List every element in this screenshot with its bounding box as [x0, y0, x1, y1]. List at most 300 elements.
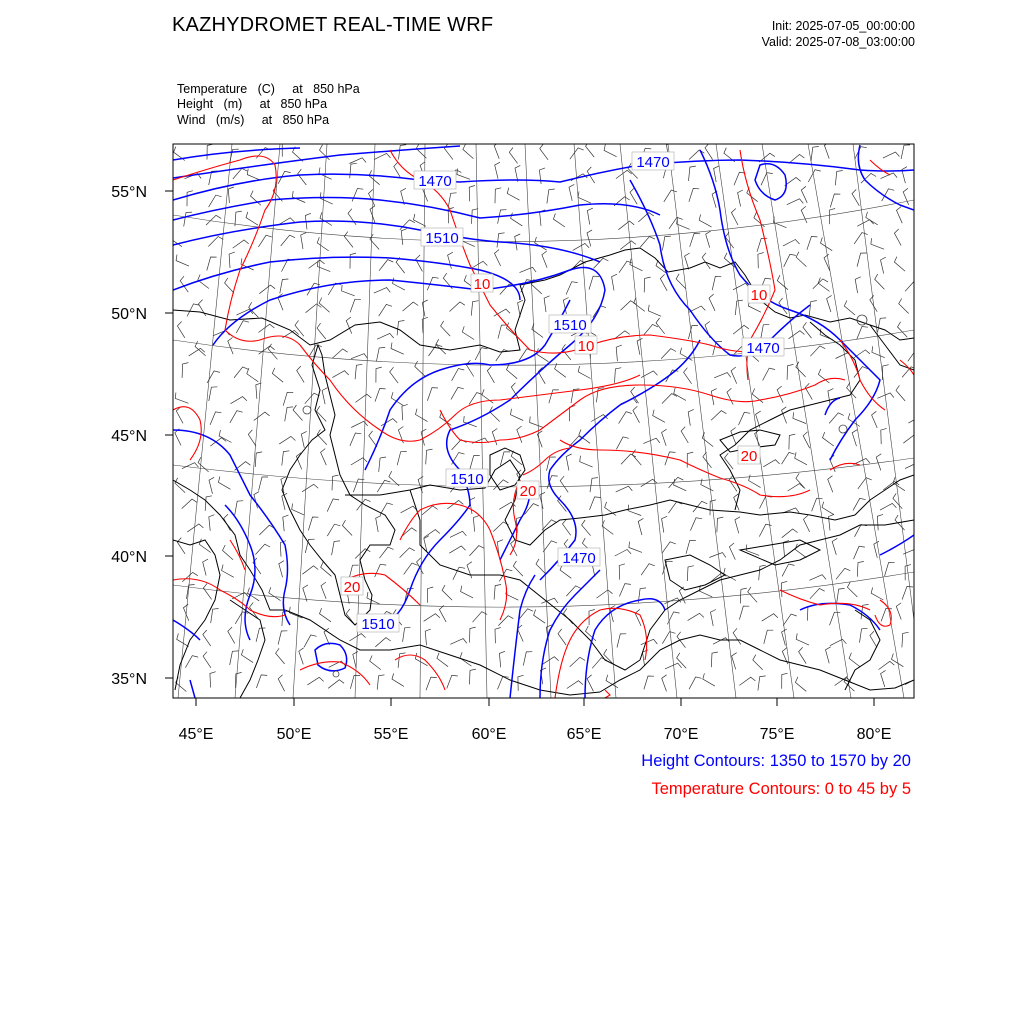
wind-barb [905, 281, 920, 291]
wind-barb [422, 300, 427, 316]
wind-barb [896, 603, 901, 620]
wind-barb [733, 628, 741, 644]
wind-barb [787, 199, 804, 205]
wind-barb [425, 629, 431, 645]
wind-barb [727, 388, 733, 404]
wind-barb [523, 652, 532, 666]
wind-barb [218, 477, 230, 490]
wind-barb [391, 343, 404, 355]
wind-barb [827, 295, 832, 312]
wind-barb [369, 189, 375, 206]
wind-barb [662, 542, 676, 553]
wind-barb [225, 278, 235, 293]
wind-barb [616, 345, 622, 361]
wind-barb [391, 392, 403, 405]
wind-barb [795, 544, 806, 558]
wind-barb [621, 301, 636, 311]
valid-time: Valid: 2025-07-08_03:00:00 [761, 35, 915, 49]
wind-barb [738, 190, 743, 206]
svg-text:10: 10 [473, 276, 491, 293]
wind-barb [881, 670, 886, 687]
wind-barb [619, 584, 631, 597]
wind-barb [582, 520, 591, 536]
wind-barb [763, 368, 775, 380]
wind-barb [903, 188, 909, 205]
wind-barb [739, 606, 749, 620]
wind-barb [876, 454, 881, 471]
wind-barb [450, 639, 467, 645]
wind-barb [580, 456, 593, 467]
wind-barb [711, 610, 716, 626]
wind-barb [448, 208, 454, 224]
wind-barb [549, 390, 559, 403]
temperature-label [341, 577, 363, 596]
wind-barb [376, 348, 385, 362]
wind-barb [706, 231, 711, 248]
wind-barb [796, 473, 805, 488]
wind-barb [280, 279, 289, 293]
wind-barb [662, 675, 667, 692]
wind-barb [462, 235, 475, 247]
wind-barb [908, 350, 922, 361]
wind-barb [230, 411, 243, 423]
wind-barb [507, 188, 519, 201]
wind-barb [684, 368, 692, 384]
height-label [446, 469, 488, 488]
lat-label-45: 45°N [111, 428, 147, 445]
wind-barb [255, 452, 262, 467]
wind-barb [470, 456, 480, 470]
wind-barb [782, 452, 795, 464]
wind-barb [279, 436, 295, 444]
wind-barb [403, 302, 419, 311]
wind-barb [281, 235, 295, 246]
wind-barb [699, 214, 711, 227]
wind-barb [467, 562, 472, 579]
wind-barb [826, 647, 831, 664]
wind-barb [259, 525, 274, 535]
wind-barb [293, 405, 302, 421]
wind-barb [233, 168, 248, 179]
field-label-wind: Wind (m/s) at 850 hPa [177, 113, 330, 127]
wind-barb [375, 638, 391, 647]
wind-barb [346, 317, 352, 334]
wind-barb [189, 348, 205, 356]
wind-barb [332, 541, 340, 555]
wind-barb [702, 432, 713, 446]
wind-barb [714, 373, 731, 378]
temperature-contours [173, 150, 914, 698]
wind-barb [578, 191, 591, 203]
wind-barb [688, 409, 694, 425]
wind-barb [717, 517, 723, 532]
wind-barb [813, 279, 828, 289]
wind-barb [881, 428, 887, 444]
wind-barb [638, 213, 654, 222]
wind-barb [537, 431, 542, 448]
wind-barb [567, 681, 583, 689]
wind-barb [877, 514, 883, 530]
wind-barb [829, 514, 835, 530]
wind-barb [689, 677, 701, 689]
wind-barb [283, 515, 289, 531]
wind-barb [248, 588, 260, 601]
wind-barb [439, 605, 446, 622]
wind-barb [676, 274, 686, 289]
wind-barb [740, 588, 747, 603]
wind-barb [544, 296, 550, 312]
wind-barb [317, 323, 326, 339]
wind-barb [857, 253, 867, 267]
wind-barb [685, 253, 690, 270]
wind-barb [789, 331, 805, 339]
wind-barb [542, 251, 547, 268]
wind-barb [809, 301, 817, 316]
wind-barb [327, 499, 339, 512]
wind-barb [175, 478, 185, 493]
wind-barb [278, 675, 284, 692]
wind-barb [461, 586, 474, 598]
wind-barb [711, 411, 726, 421]
wind-barb [317, 406, 327, 421]
wind-barb [896, 385, 905, 401]
wind-barb [235, 211, 242, 226]
wind-barb [236, 321, 249, 333]
wind-barb [703, 673, 715, 686]
wind-barb [427, 587, 433, 603]
wind-barb [208, 237, 223, 247]
wind-barb [448, 193, 456, 207]
wind-barb [712, 276, 721, 290]
wind-barb [619, 564, 625, 580]
init-time: Init: 2025-07-05_00:00:00 [771, 19, 915, 33]
wind-barb [540, 492, 545, 509]
wind-barb [795, 452, 807, 465]
wind-barb [509, 148, 517, 164]
wind-barb [436, 339, 446, 354]
wind-barb [235, 501, 244, 515]
wind-barb [894, 229, 901, 246]
wind-barb [351, 354, 368, 359]
wind-barb [731, 367, 737, 384]
field-label-temperature: Temperature (C) at 850 hPa [177, 82, 360, 96]
wind-barb [709, 294, 715, 311]
wind-barb [209, 515, 215, 531]
lon-label-55: 55°E [373, 726, 409, 743]
wind-barb [403, 627, 411, 642]
wind-barb [223, 545, 234, 560]
wind-barb [591, 415, 607, 422]
wind-barb [837, 588, 845, 603]
wind-barb [185, 656, 198, 668]
wind-barb [857, 327, 868, 340]
wind-barb [855, 277, 861, 293]
wind-barb [342, 520, 352, 535]
wind-barb [905, 463, 922, 469]
wind-barb [894, 257, 905, 272]
wind-barb [513, 561, 523, 576]
wind-barb [661, 349, 676, 359]
wind-barb [898, 322, 908, 337]
wind-barb [209, 387, 218, 401]
wind-barb [379, 304, 392, 316]
wind-barb [677, 653, 687, 668]
wind-barb [711, 652, 718, 667]
temperature-label [748, 285, 770, 304]
wind-barb [543, 657, 559, 665]
wind-barb [590, 497, 601, 510]
wind-barb [499, 651, 505, 667]
svg-text:10: 10 [577, 338, 595, 355]
wind-barb [589, 276, 599, 289]
wind-barb [355, 394, 371, 402]
wind-barb [641, 564, 655, 576]
wind-barb [530, 417, 543, 428]
temperature-contour-legend: Temperature Contours: 0 to 45 by 5 [651, 780, 911, 798]
wind-barb [662, 632, 675, 644]
wind-barb [332, 475, 338, 490]
wind-barb [901, 145, 910, 159]
wind-barb [369, 170, 380, 184]
wind-barb [187, 524, 203, 532]
wind-barb [321, 582, 326, 599]
wind-barb [908, 416, 924, 423]
wind-barb [187, 304, 199, 317]
wind-barb [426, 449, 433, 464]
wind-barb [539, 168, 545, 184]
wind-barb [302, 484, 318, 492]
wind-barb [532, 324, 543, 338]
wind-barb [662, 394, 677, 404]
wind-barb [606, 675, 618, 688]
wind-barb [246, 212, 258, 225]
wind-barb [473, 516, 479, 532]
wind-barb [690, 234, 700, 247]
wind-barb [255, 544, 270, 554]
wind-barb [753, 655, 763, 670]
wind-barb [276, 648, 285, 664]
wind-barb [377, 675, 384, 690]
lat-label-40: 40°N [111, 549, 147, 566]
wind-barb [442, 585, 452, 600]
height-label [558, 548, 600, 567]
wind-barb [254, 412, 270, 420]
wind-barb [537, 348, 549, 361]
wind-barb [848, 413, 860, 426]
temperature-label [517, 481, 539, 500]
wind-barb [175, 429, 181, 446]
map-title: KAZHYDROMET REAL-TIME WRF [172, 14, 494, 36]
wind-barb [228, 627, 235, 643]
wind-barb [811, 147, 819, 162]
wind-barb [209, 477, 214, 494]
wind-barb [349, 158, 366, 164]
wind-barb [355, 364, 362, 379]
wind-barb [804, 515, 810, 532]
wind-barb [203, 583, 211, 599]
wind-barb [739, 677, 755, 685]
lat-tick-marks [165, 191, 173, 678]
wind-barb [761, 324, 770, 338]
wind-barb [782, 407, 787, 424]
wind-barb [497, 233, 505, 248]
svg-text:1470: 1470 [418, 173, 452, 190]
wind-barb [897, 207, 903, 224]
wind-barb [377, 480, 390, 492]
wind-barb [662, 429, 667, 446]
wind-barb [299, 648, 304, 665]
wind-barb [177, 538, 185, 554]
wind-barb [880, 503, 896, 510]
wind-barb [709, 553, 726, 558]
wind-barb [469, 546, 484, 556]
height-label [421, 228, 463, 247]
wind-barb [555, 363, 566, 377]
wind-barb [578, 366, 590, 379]
wind-barb [604, 145, 617, 157]
wind-barb [796, 362, 806, 377]
wind-barb [662, 236, 670, 250]
wind-barb [511, 409, 524, 421]
wind-barb [617, 634, 626, 648]
wind-barb [690, 518, 702, 531]
wind-barb [688, 613, 704, 620]
wind-barb [660, 274, 667, 290]
wind-barb [452, 369, 465, 381]
wind-barb [247, 368, 258, 382]
wind-barb [296, 453, 301, 470]
lat-label-55: 55°N [111, 184, 147, 201]
wind-barb [369, 431, 377, 447]
wind-barb [763, 460, 779, 467]
wind-barb [810, 346, 825, 356]
wind-barb [211, 609, 219, 624]
wind-barb [342, 285, 355, 296]
wind-barb [793, 412, 806, 423]
wind-barb [449, 546, 465, 553]
wind-barb [381, 419, 397, 426]
wind-barb [829, 209, 835, 225]
wind-barb [881, 257, 886, 273]
wind-barb [801, 186, 807, 203]
wind-barb [553, 214, 565, 228]
wind-barb [203, 630, 211, 646]
wind-barb [498, 616, 513, 626]
wind-barb [402, 404, 408, 420]
wind-barb [733, 325, 749, 334]
wind-barb [198, 457, 209, 472]
wind-barb [731, 209, 738, 226]
wind-barb [796, 633, 809, 645]
wind-barb [492, 429, 497, 446]
wind-barb [376, 516, 381, 532]
wind-barb [401, 528, 417, 537]
wind-barb [902, 167, 907, 184]
wind-barb [319, 298, 330, 313]
wind-barb [729, 543, 735, 560]
wind-barb [668, 502, 682, 513]
wind-barb [470, 669, 476, 684]
wind-barb [782, 673, 788, 689]
wind-barb [809, 575, 826, 581]
wind-barb [830, 194, 840, 207]
wind-barb [375, 389, 386, 402]
wind-barb [469, 186, 475, 202]
wind-barb [590, 478, 598, 493]
wind-barb [495, 250, 501, 267]
lat-label-50: 50°N [111, 306, 147, 323]
wind-barb [674, 388, 686, 401]
wind-barb [259, 285, 275, 294]
wind-barb [415, 653, 427, 666]
svg-text:1510: 1510 [450, 471, 484, 488]
lon-label-70: 70°E [663, 726, 699, 743]
wind-barb [487, 366, 494, 382]
wind-barb [272, 368, 283, 382]
wind-barb [829, 413, 844, 424]
wind-barb [463, 144, 474, 159]
wind-barb [844, 301, 855, 316]
wind-barb [702, 253, 710, 269]
height-label [632, 152, 674, 171]
wind-barb [390, 367, 398, 383]
wind-barb [295, 320, 304, 336]
wind-barb [457, 169, 470, 180]
wind-barb [777, 386, 783, 403]
wind-barb [653, 410, 665, 423]
wind-barb [278, 631, 287, 645]
wind-barb [176, 407, 183, 423]
wind-barb [367, 592, 380, 604]
wind-barb [656, 318, 665, 334]
wind-barb [248, 430, 256, 446]
wind-barb [879, 661, 895, 669]
wind-barb [292, 191, 305, 202]
wind-barb [616, 437, 628, 449]
wind-barb [475, 348, 487, 360]
wind-barb [849, 653, 860, 667]
wind-barb [893, 493, 902, 508]
wind-barb [783, 240, 800, 246]
svg-text:1470: 1470 [746, 340, 780, 357]
height-label [414, 171, 456, 190]
wind-barb [175, 393, 188, 404]
wind-barb [612, 274, 617, 290]
wind-barb [322, 388, 327, 405]
wind-barb [573, 243, 589, 250]
wind-barb [764, 630, 774, 644]
wind-barb [320, 212, 332, 225]
wind-barb [570, 148, 584, 159]
wind-barb [256, 675, 267, 688]
wind-barb [471, 261, 487, 268]
wind-barb [674, 479, 687, 491]
wind-barb [628, 505, 641, 516]
wind-barb [638, 518, 643, 535]
wind-barb [739, 412, 751, 425]
lon-label-65: 65°E [566, 726, 602, 743]
wind-barb [602, 520, 613, 534]
wind-barb [418, 476, 423, 493]
wind-barb [620, 241, 636, 250]
wind-barb [805, 383, 812, 399]
wind-barb [852, 430, 857, 447]
wind-barb [783, 614, 797, 626]
wind-barb [807, 605, 813, 620]
wind-barb [762, 614, 778, 621]
wind-barb [830, 639, 847, 645]
wind-barb [807, 237, 818, 250]
